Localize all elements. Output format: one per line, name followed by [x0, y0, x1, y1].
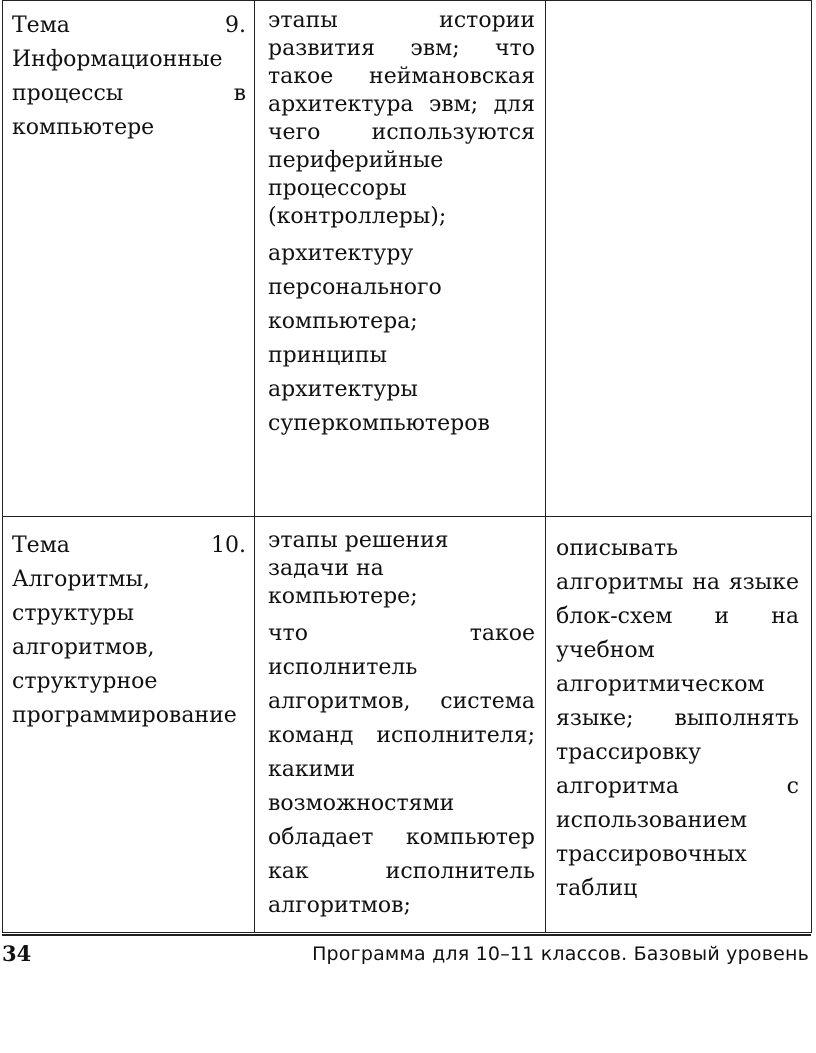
topic-cell: [3, 1, 255, 517]
knowledge-text: архитектуру персонального компьютера; принципы архитектуры суперкомпьютеров: [268, 241, 490, 436]
topic-text: Тема 9. Информационные процессы в компьютере: [12, 13, 246, 140]
running-title: Программа для 10–11 классов. Базовый уровень: [312, 943, 809, 965]
topic-cell: [3, 517, 255, 933]
knowledge-cell: [255, 1, 546, 517]
skills-text: [546, 1, 811, 16]
table-row: [3, 517, 812, 933]
topic-text: Тема 10. Алгоритмы, структуры алгоритмов, структурное программирование: [12, 533, 246, 728]
skills-cell: [546, 517, 812, 933]
knowledge-cell: [255, 517, 546, 933]
knowledge-text: что такое исполнитель алгоритмов, система команд исполнителя; какими возможностями обладает компьютер как исполнитель алгоритмов;: [268, 621, 535, 918]
skills-cell: [546, 1, 812, 517]
page-footer: [2, 934, 811, 966]
knowledge-text: этапы решения задачи на компьютере;: [268, 528, 449, 609]
curriculum-table: [2, 0, 812, 933]
page-number: 34: [2, 941, 32, 966]
knowledge-text: этапы истории развития эвм; что такое неймановская архитектура эвм; для чего используются периферийные процессоры (контроллеры);: [268, 8, 535, 229]
skills-text: описывать алгоритмы на языке блок-схем и на учебном алгоритмическом языке; выполнять трассировку алгоритма с использованием трассировочных таблиц: [556, 536, 799, 901]
table-row: [3, 1, 812, 517]
